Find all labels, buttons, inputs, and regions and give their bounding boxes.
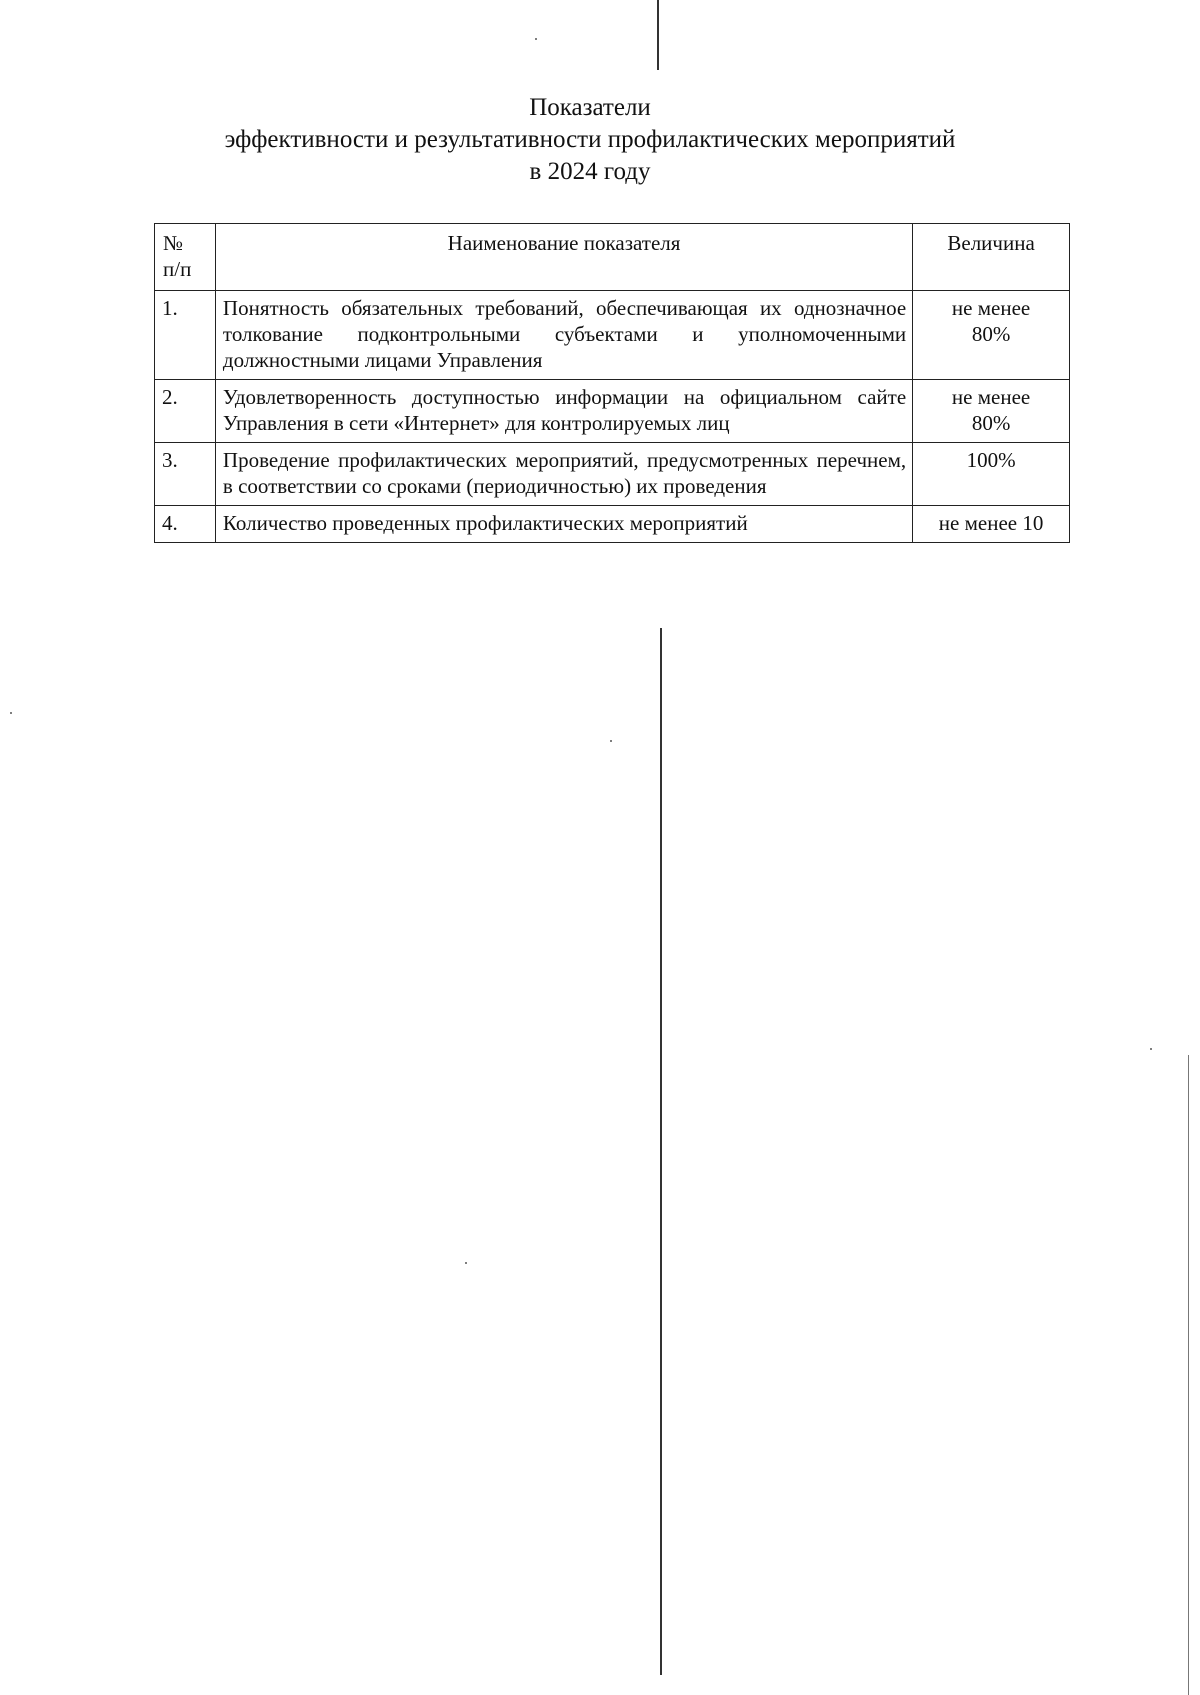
scan-speck [10, 712, 12, 714]
row-value-line-1: не менее [951, 385, 1031, 409]
scan-speck [465, 1262, 467, 1264]
scan-line-right [1188, 1055, 1189, 1695]
row-indicator-name: Понятность обязательных требований, обеспечивающая их однозначное толкование подконтрольными субъектами и уполномоченными должностными лицами Управления [215, 291, 912, 380]
table-row [155, 291, 1070, 380]
row-indicator-name: Удовлетворенность доступностью информации на официальном сайте Управления в сети «Интернет» для контролируемых лиц [215, 380, 912, 443]
indicators-table [154, 223, 1070, 543]
row-value [913, 291, 1070, 380]
table-row [155, 380, 1070, 443]
scan-speck [1150, 1048, 1152, 1050]
table-row [155, 506, 1070, 543]
document-title [150, 92, 1030, 188]
scan-speck [610, 740, 612, 742]
row-value-line-2: 80% [971, 411, 1011, 435]
row-value [913, 380, 1070, 443]
row-value-line-2: 80% [971, 322, 1011, 346]
table-header-row [155, 224, 1070, 291]
header-indicator-name: Наименование показателя [215, 224, 912, 291]
scan-speck [535, 38, 537, 40]
row-number: 4. [155, 506, 216, 543]
title-line-3: в 2024 году [529, 158, 651, 185]
row-indicator-name: Количество проведенных профилактических мероприятий [215, 506, 912, 543]
row-number: 3. [155, 443, 216, 506]
table-row [155, 443, 1070, 506]
row-number: 1. [155, 291, 216, 380]
row-value [913, 506, 1070, 543]
row-value [913, 443, 1070, 506]
row-value-line-1: 100% [966, 448, 1016, 472]
row-number: 2. [155, 380, 216, 443]
title-line-1: Показатели [529, 94, 651, 121]
scan-line-middle [660, 628, 662, 1675]
scan-line-top [657, 0, 659, 70]
header-number: № п/п [155, 224, 216, 291]
row-value-line-1: не менее [951, 296, 1031, 320]
row-indicator-name: Проведение профилактических мероприятий, предусмотренных перечнем, в соответствии со сроками (периодичностью) их проведения [215, 443, 912, 506]
header-value: Величина [913, 224, 1070, 291]
row-value-line-1: не менее 10 [938, 511, 1044, 535]
title-line-2: эффективности и результативности профилактических мероприятий [224, 126, 956, 153]
